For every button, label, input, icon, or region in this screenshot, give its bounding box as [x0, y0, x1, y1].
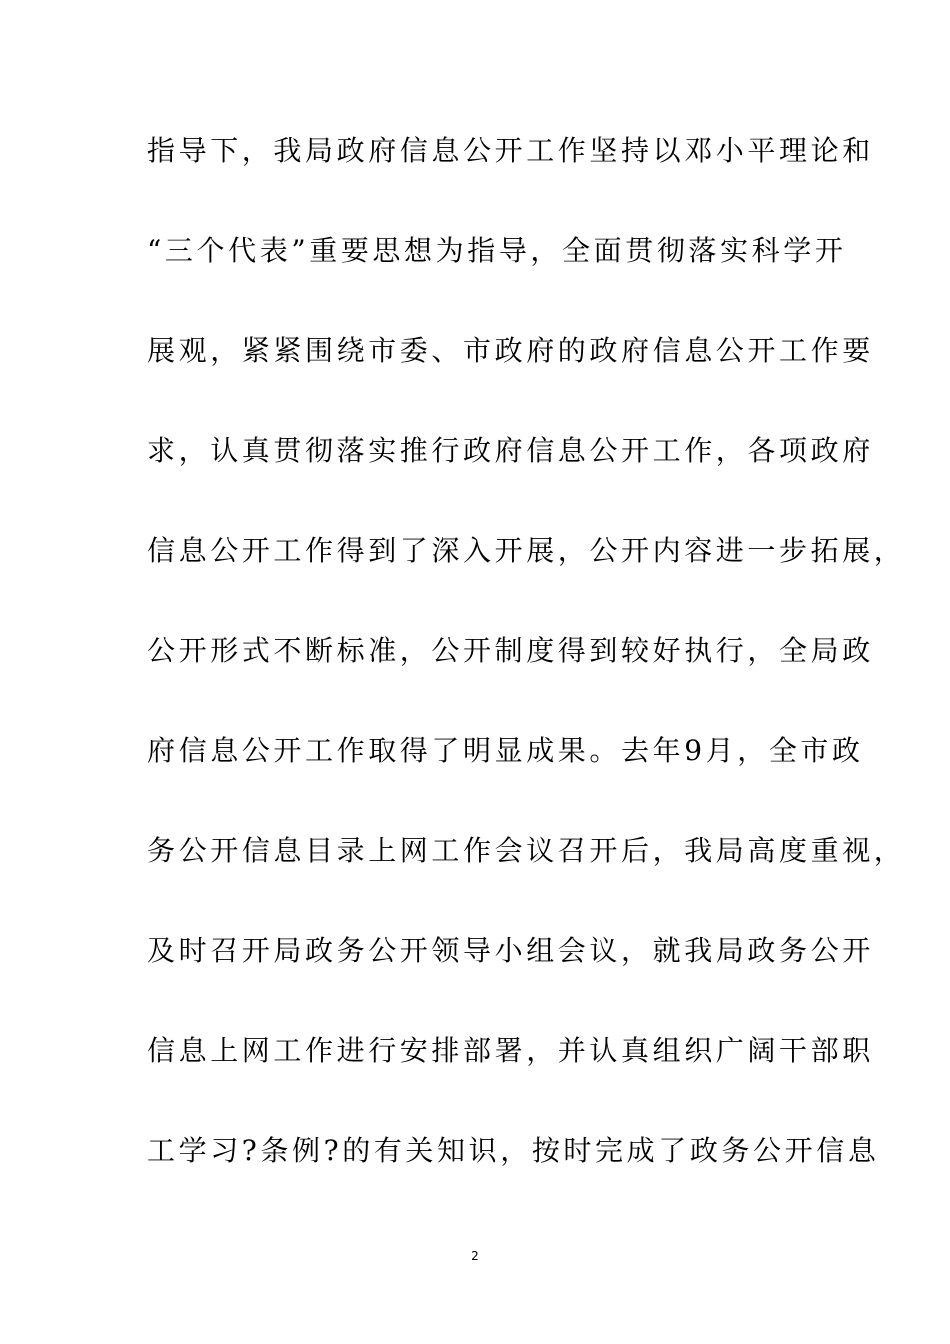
- text-line: “三个代表”重要思想为指导，全面贯彻落实科学开: [147, 234, 847, 267]
- text-line: 求，认真贯彻落实推行政府信息公开工作，各项政府: [147, 434, 874, 467]
- text-line: 工学习?条例?的有关知识，按时完成了政务公开信息: [147, 1134, 880, 1167]
- page-number: 2: [471, 1249, 479, 1263]
- text-line: 信息上网工作进行安排部署，并认真组织广阔干部职: [147, 1034, 874, 1067]
- text-line: 公开形式不断标准，公开制度得到较好执行，全局政: [147, 634, 874, 667]
- text-line: 务公开信息目录上网工作会议召开后，我局高度重视，: [147, 834, 906, 867]
- text-line: 展观，紧紧围绕市委、市政府的政府信息公开工作要: [147, 334, 874, 367]
- text-line: 及时召开局政务公开领导小组会议，就我局政务公开: [147, 934, 874, 967]
- body-paragraph: [147, 124, 906, 1224]
- text-line: 信息公开工作得到了深入开展，公开内容进一步拓展，: [147, 534, 906, 567]
- text-line: 指导下，我局政府信息公开工作坚持以邓小平理论和: [147, 134, 874, 167]
- text-line: 府信息公开工作取得了明显成果。去年9月，全市政: [147, 734, 864, 767]
